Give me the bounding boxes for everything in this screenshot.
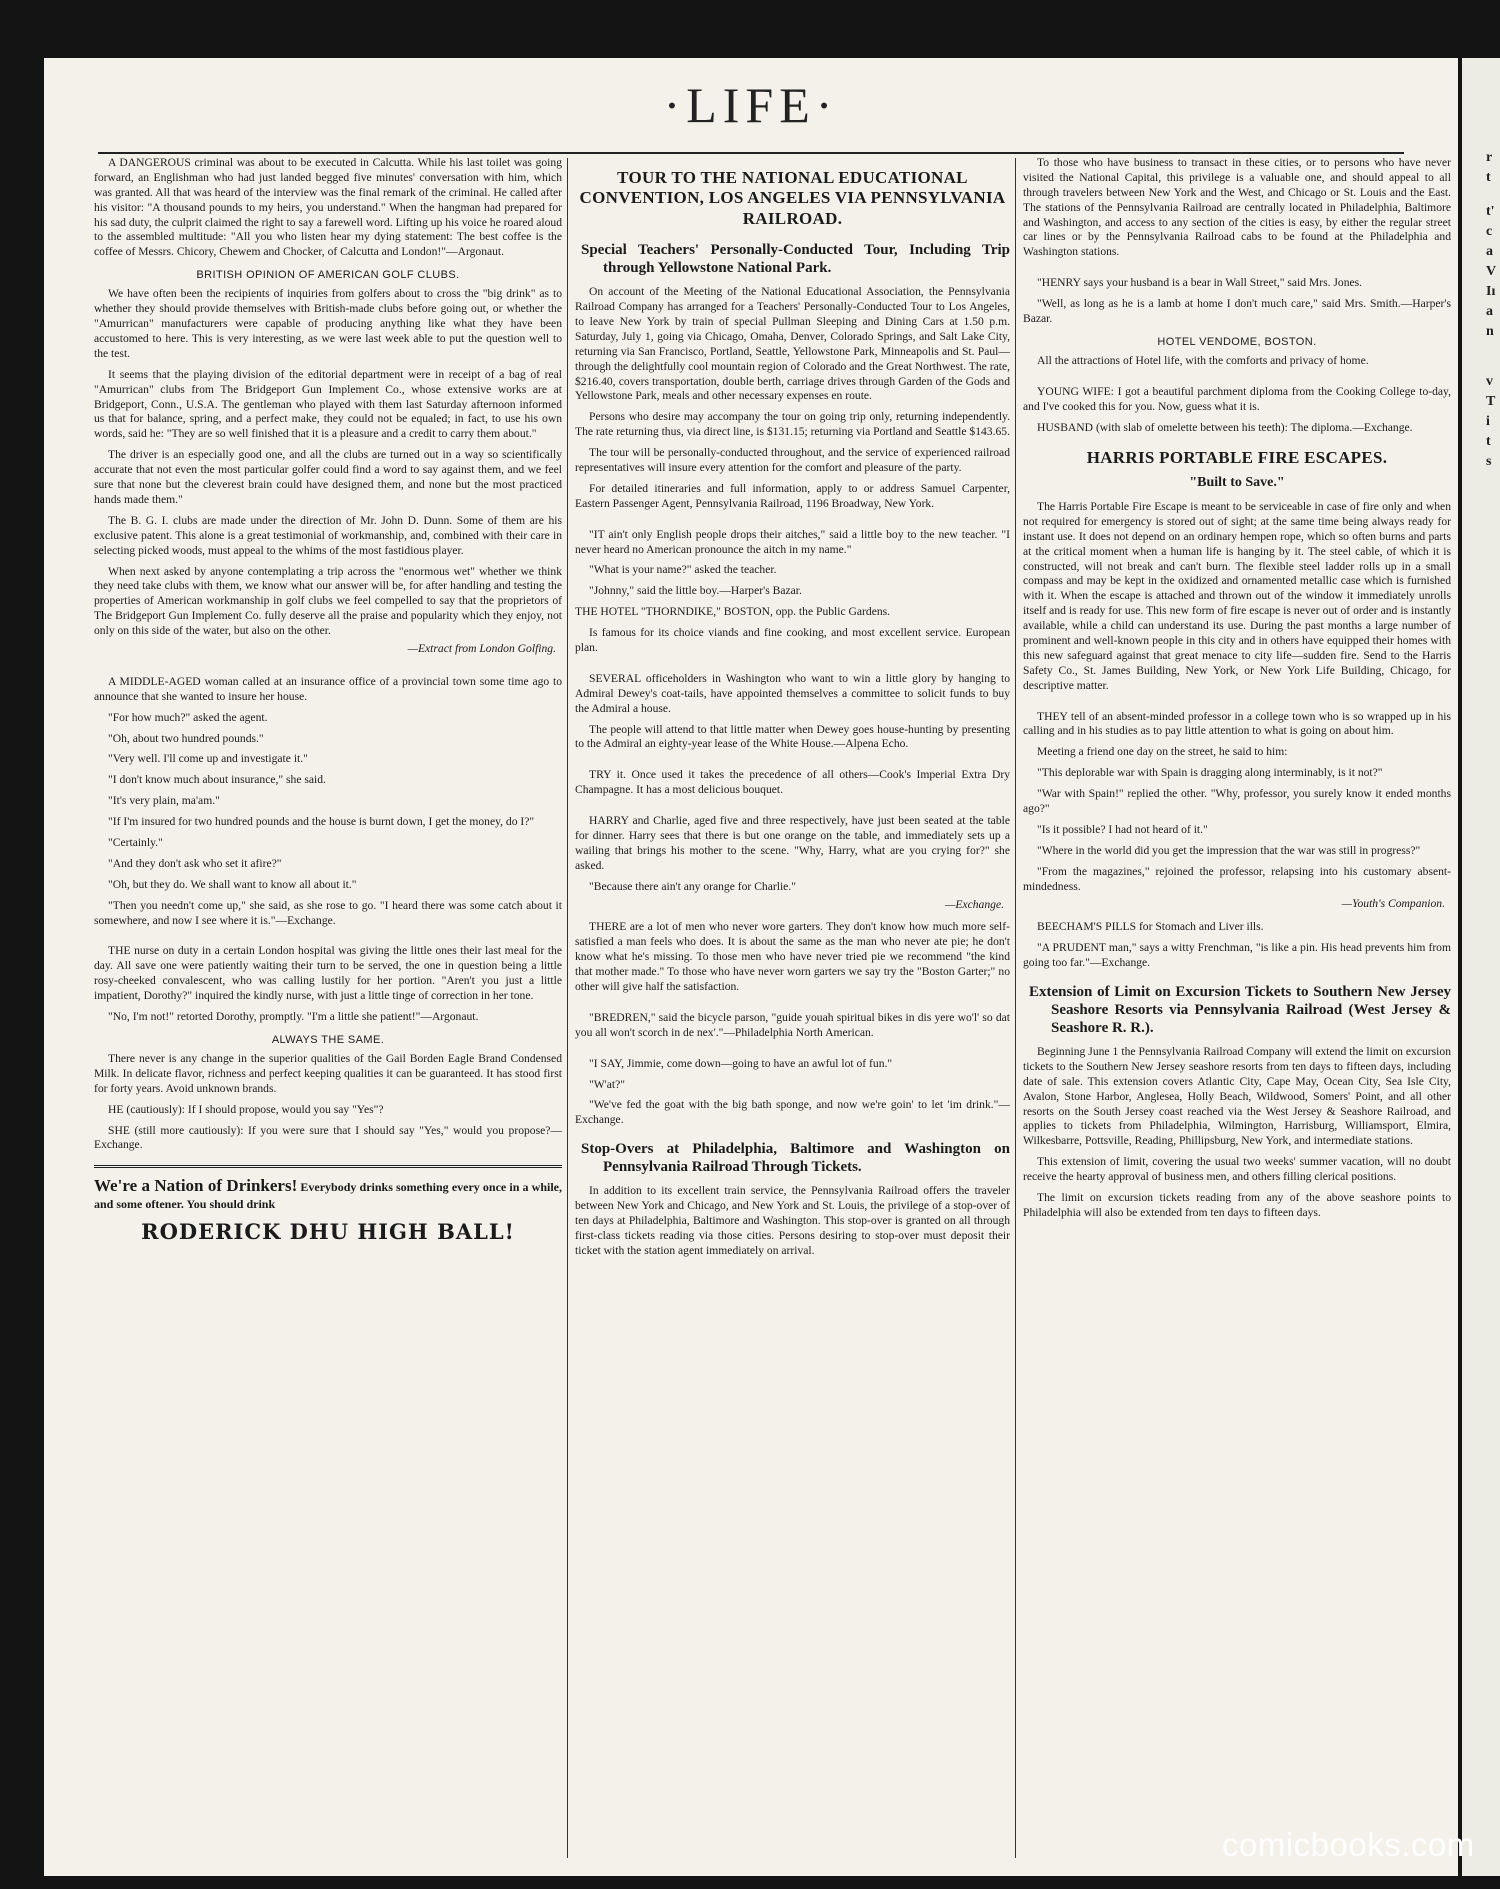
dewey-paragraph: The people will attend to that little matter when Dewey goes house-hunting by presenting to the Admiral an eighty-year lease of the White House.—Alpena Echo. [575, 722, 1010, 751]
hotel-vendome-text: All the attractions of Hotel life, with the comforts and privacy of home. [1037, 354, 1369, 368]
column-middle [575, 156, 1010, 1265]
garter-ad: THERE are a lot of men who never wore garters. They don't know how much more self-satisfied a man feels who does. It is about the same as the man who never ate pie; he don't know what he's missing. To those men who have never tried pie we recommend "the kind that mother made." To those who have never worn garters we say try the "Boston Garter;" no other will give half the satisfaction. [575, 920, 1010, 994]
insurance-dialogue: "For how much?" asked the agent. [108, 710, 268, 724]
edge-fragment: a [1486, 244, 1493, 259]
professor-joke: "Where in the world did you get the impression that the war was still in progress?" [1037, 843, 1421, 857]
business-paragraph: To those who have business to transact in these cities, or to persons who have never visited the National Capital, this privilege is a valuable one, and should appeal to all through travelers between New York and the West, and Chicago or St. Louis and the East. The stations of the Pennsylvania Railroad are centrally located in Philadelphia, Baltimore and Washington, and access to any section of the cities is easy, by either the regular street car lines or by the Pennsylvania Railroad cabs to be found at the Philadelphia and Washington stations. [1023, 156, 1451, 259]
heading-harris-fire-escapes: HARRIS PORTABLE FIRE ESCAPES. [1086, 447, 1388, 467]
ad-body-text: Everybody drinks something every once in a while, and some oftener. You should drink [94, 1180, 563, 1211]
insurance-paragraph: A MIDDLE-AGED woman called at an insurance office of a provincial town some time ago to announce that she wanted to insure her house. [94, 674, 562, 703]
golf-paragraph: We have often been the recipients of inquiries from golfers about to cross the "big drink" as to whether they should provide themselves with British-made clubs before going out, or whether the "Amurrican" manufacturers were capable of producing anything like what they have been accustomed to here. This is very interesting, as we were last week able to put the question well to the test. [94, 287, 562, 360]
magazine-page [44, 58, 1458, 1876]
jimmie-joke: "I SAY, Jimmie, come down—going to have an awful lot of fun." [589, 1056, 893, 1070]
excursion-paragraph: This extension of limit, covering the usual two weeks' summer vacation, will no doubt receive the hearty approval of business men, and others filling clerical positions. [1023, 1155, 1451, 1184]
diploma-joke: HUSBAND (with slab of omelette between his teeth): The diploma.—Exchange. [1037, 420, 1413, 434]
heading-tour: TOUR TO THE NATIONAL EDUCATIONAL CONVENTION, LOS ANGELES VIA PENNSYLVANIA RAILROAD. [579, 168, 1006, 228]
professor-joke: "From the magazines," rejoined the professor, relapsing into his customary absent-mindedness. [1023, 864, 1451, 893]
heading-stop-overs: Stop-Overs at Philadelphia, Baltimore and Washington on Pennsylvania Railroad Through Tickets. [581, 1141, 1010, 1176]
golf-paragraph: It seems that the playing division of the editorial department were in receipt of a bag of real "Amurrican" clubs from The Bridgeport Gun Implement Co., whose extensive works are at Bridgeport, Conn., U.S.A. The gentleman who played with them last Saturday afternoon informed us that for balance, spring, and a perfect make, they could not be equaled; in fact, to use his own words, said he: "They are so well finished that it is a pleasure and a credit to carry them about." [94, 367, 562, 441]
insurance-dialogue: "Then you needn't come up," she said, as she rose to go. "I heard there was some catch about it somewhere, and now I see where it is."—Exchange. [94, 898, 562, 927]
excursion-paragraph: The limit on excursion tickets reading from any of the above seashore points to Philadelphia will also be extended from ten days to fifteen days. [1023, 1191, 1451, 1219]
edge-fragment: t [1486, 434, 1491, 449]
bredren-joke: "BREDREN," said the bicycle parson, "guide youah spiritual bikes in dis yere wo'l' so dat you all won't scorch in de nex'."—Philadelphia North American. [575, 1010, 1010, 1039]
insurance-dialogue: "It's very plain, ma'am." [108, 794, 220, 808]
hotel-thorndike-text: Is famous for its choice viands and fine cooking, and most excellent service. European plan. [575, 626, 1010, 654]
insurance-dialogue: "And they don't ask who set it afire?" [108, 856, 282, 870]
edge-fragment: t [1486, 170, 1491, 185]
edge-fragment: c [1486, 224, 1493, 239]
harry-joke: HARRY and Charlie, aged five and three respectively, have just been seated at the table for dinner. Harry sees that there is but one orange on the table, and immediately sets up a wailing that brings his mother to the scene. "Why, Harry, what are you crying for?" she asked. [575, 814, 1010, 872]
golf-paragraph: The B. G. I. clubs are made under the direction of Mr. John D. Dunn. Some of them are his exclusive patent. This alone is a great testimonial of workmanship, and, combined with their care in selecting picked woods, must appeal to the whims of the most fastidious player. [94, 513, 562, 557]
insurance-dialogue: "Oh, but they do. We shall want to know all about it." [108, 877, 357, 891]
adjacent-page-edge [1462, 58, 1500, 1876]
condensed-milk-ad: There never is any change in the superior qualities of the Gail Borden Eagle Brand Condensed Milk. In delicate flavor, richness and perfect keeping qualities it can be guaranteed. It has stood first for forty years. Avoid unknown brands. [94, 1052, 562, 1095]
article-criminal: A DANGEROUS criminal was about to be executed in Calcutta. While his last toilet was going forward, an Englishman who had just landed begged five minutes' conversation with him, which was granted. All that was heard of the interview was the final remark of the criminal. He called after his visitor: "A thousand pounds to my heirs, you understand." When the hangman had prepared for his sad duty, the culprit claimed the right to say a farewell word. Lifting up his voice he roared aloud to the assembled multitude: "All you who listen hear my dying statement: The best coffee is the coffee of Messrs. Chicory, Chewem and Chocker, of Calcutta and London!"—Argonaut. [94, 156, 562, 259]
jimmie-joke: "W'at?" [589, 1077, 626, 1091]
edge-fragment: V [1486, 264, 1497, 279]
aitch-joke: "What is your name?" asked the teacher. [589, 563, 777, 577]
proposal-joke: HE (cautiously): If I should propose, would you say "Yes"? [108, 1102, 384, 1116]
professor-joke: Meeting a friend one day on the street, he said to him: [1037, 745, 1288, 759]
professor-joke: THEY tell of an absent-minded professor in a college town who is so wrapped up in his calling and in his studies as to pay little attention to what is going on about him. [1023, 709, 1451, 738]
column-left [94, 156, 562, 1246]
column-divider [567, 158, 568, 1858]
stop-over-paragraph: In addition to its excellent train service, the Pennsylvania Railroad offers the traveler between New York and Chicago, and New York and St. Louis, the privilege of a stop-over of ten days at Philadelphia, Baltimore and Washington. This stop-over is granted on all through first-class tickets reading via those cities. Persons desiring to stop-over must deposit their ticket with the station agent immediately on arrival. [575, 1184, 1010, 1257]
edge-fragment: a [1486, 304, 1493, 319]
proposal-joke: SHE (still more cautiously): If you were sure that I should say "Yes," would you propose?—Exchange. [94, 1123, 562, 1152]
heading-excursion-tickets: Extension of Limit on Excursion Tickets to Southern New Jersey Seashore Resorts via Pennsylvania Railroad (West Jersey & Seashore R. R.). [1029, 984, 1451, 1037]
harry-credit: —Exchange. [945, 897, 1004, 911]
edge-fragment: T [1486, 394, 1496, 409]
hotel-thorndike-heading: THE HOTEL "THORNDIKE," BOSTON, opp. the Public Gardens. [575, 605, 891, 619]
column-divider [1015, 158, 1016, 1858]
champagne-ad: TRY it. Once used it takes the precedence of all others—Cook's Imperial Extra Dry Champagne. It has a most delicious bouquet. [575, 768, 1010, 797]
jimmie-joke: "We've fed the goat with the big bath sponge, and now we're goin' to let 'im drink."—Exchange. [575, 1098, 1010, 1127]
heading-always-same: ALWAYS THE SAME. [271, 1033, 385, 1046]
dewey-paragraph: SEVERAL officeholders in Washington who want to win a little glory by hanging to Admiral Dewey's coat-tails, have appointed themselves a committee to solicit funds to buy the Admiral a house. [575, 671, 1010, 715]
insurance-dialogue: "Very well. I'll come up and investigate it." [108, 752, 308, 766]
nurse-paragraph: "No, I'm not!" retorted Dorothy, promptly. "I'm a little she patient!"—Argonaut. [108, 1009, 479, 1023]
tour-paragraph: Persons who desire may accompany the tour on going trip only, returning independently. The rate returning thus, via direct line, is $131.15; returning via Portland and Seattle $143.65. [575, 410, 1010, 439]
masthead-title: ·LIFE· [663, 77, 839, 133]
beecham-ad: BEECHAM'S PILLS for Stomach and Liver ills. [1037, 920, 1264, 934]
tour-paragraph: The tour will be personally-conducted throughout, and the service of experienced railroad representatives will insure every attention for the comfort and pleasure of the party. [575, 446, 1010, 474]
ad-brand-name: RODERICK DHU HIGH BALL! [141, 1219, 515, 1245]
edge-fragment: t' [1486, 204, 1495, 219]
ad-lead-text: We're a Nation of Drinkers! [94, 1176, 298, 1196]
henry-joke: "HENRY says your husband is a bear in Wall Street," said Mrs. Jones. [1037, 276, 1363, 290]
excursion-paragraph: Beginning June 1 the Pennsylvania Railroad Company will extend the limit on excursion tickets to the Southern New Jersey seashore resorts from ten days to fifteen days, including date of sale. This extension covers Atlantic City, Cape May, Ocean City, Sea Isle City, Avalon, Stone Harbor, Anglesea, Holly Beach, Wildwood, Somers' Point, and all other resorts on the South Jersey coast reached via the West Jersey & Seashore Railroad, and applies to tickets from Philadelphia, Wilmington, Harrisburg, Williamsport, Elmira, Wilkesbarre, Pottsville, Reading, Phillipsburg, New York, and intermediate stations. [1023, 1045, 1451, 1148]
diploma-joke: YOUNG WIFE: I got a beautiful parchment diploma from the Cooking College to-day, and I've cooked this for you. Now, guess what it is. [1023, 384, 1451, 413]
heading-hotel-vendome: HOTEL VENDOME, BOSTON. [1157, 335, 1317, 348]
edge-fragment: Iı [1486, 284, 1496, 299]
golf-credit: —Extract from London Golfing. [407, 641, 556, 655]
edge-fragment: s [1486, 454, 1492, 469]
professor-joke: "Is it possible? I had not heard of it." [1037, 822, 1208, 836]
harry-joke: "Because there ain't any orange for Charlie." [589, 879, 796, 893]
edge-fragment: i [1486, 414, 1490, 429]
harris-paragraph: The Harris Portable Fire Escape is meant to be serviceable in case of fire only and when not required for emergency is stored out of sight; at the same time being always ready for instant use. It does not depend on an ordinary hempen rope, which so often burns and parts at the critical moment when a human life is hanging by it. The steel cable, of which it is constructed, will not break and can't burn. The flexible steel ladder rolls up in a small compass and may be kept in the oxidized and ornamented metallic case which is furnished with it. When the escape is attached and thrown out of the window it immediately unrolls itself and is ready for use. This new form of fire escape is never out of order and is instantly available, while a child can understand its use. During the past months a large number of prominent and well-known people in this city and in others have equipped their homes with this new safeguard against that great menace to city life—sudden fire. Send to the Harris Safety Co., St. James Building, New York, or New York Life Building, Chicago, for descriptive matter. [1023, 499, 1451, 692]
nurse-paragraph: THE nurse on duty in a certain London hospital was giving the little ones their last meal for the day. All save one were patiently waiting their turn to be served, the one in question being a little rosy-cheeked convalescent, who was calling lustily for her portion. "Aren't you just a little impatient, Dorothy?" inquired the kindly nurse, with just a little tinge of correction in her tone. [94, 944, 562, 1003]
tour-paragraph: For detailed itineraries and full information, apply to or address Samuel Carpenter, Eastern Passenger Agent, Pennsylvania Railroad, 1196 Broadway, New York. [575, 481, 1010, 510]
henry-joke: "Well, as long as he is a lamb at home I don't much care," said Mrs. Smith.—Harper's Bazar. [1023, 297, 1451, 326]
insurance-dialogue: "Oh, about two hundred pounds." [108, 731, 264, 745]
tour-paragraph: On account of the Meeting of the National Educational Association, the Pennsylvania Railroad Company has arranged for a Teachers' Personally-Conducted Tour to Los Angeles, to leave New York by train of special Pullman Sleeping and Dining Cars at 1.50 p.m. Saturday, July 1, going via Chicago, Omaha, Denver, Colorado Springs, and Salt Lake City, returning via San Francisco, Portland, Seattle, Yellowstone Park, Minneapolis and St. Paul—through the delightfully cool mountain region of Colorado and the Great Northwest. The rate, $216.40, covers transportation, double berth, carriage drives through Garden of the Gods and Yellowstone Park, meals and other necessary expenses en route. [575, 285, 1010, 403]
professor-credit: —Youth's Companion. [1341, 897, 1445, 911]
aitch-joke: "IT ain't only English people drops their aitches," said a little boy to the new teacher. "I never heard no American pronounce the aitch in my name." [575, 527, 1010, 556]
professor-joke: "War with Spain!" replied the other. "Why, professor, you surely know it ended months ago?" [1023, 787, 1451, 815]
edge-fragment: n [1486, 324, 1494, 339]
insurance-dialogue: "Certainly." [108, 835, 163, 849]
heading-golf-clubs: BRITISH OPINION OF AMERICAN GOLF CLUBS. [196, 269, 460, 282]
golf-paragraph: The driver is an especially good one, and all the clubs are turned out in a way so scientifically accurate that not even the most particular golfer could find a word to say against them, and we feel sure that none but the cleverest brain could have designed them, and none but the most practiced hands made them." [94, 448, 562, 506]
aitch-joke: "Johnny," said the little boy.—Harper's Bazar. [589, 584, 802, 598]
harris-slogan: "Built to Save." [1189, 474, 1285, 490]
insurance-dialogue: "I don't know much about insurance," she said. [108, 773, 326, 787]
edge-fragment: v [1486, 374, 1493, 389]
subheading-tour: Special Teachers' Personally-Conducted Tour, Including Trip through Yellowstone National Park. [581, 242, 1010, 277]
source-watermark: comicbooks.com [1222, 1826, 1475, 1863]
edge-fragment: r [1486, 150, 1493, 165]
prudent-joke: "A PRUDENT man," says a witty Frenchman, "is like a pin. His head prevents him from going too far."—Exchange. [1023, 941, 1451, 970]
high-ball-ad [94, 1165, 562, 1246]
golf-paragraph: When next asked by anyone contemplating a trip across the "enormous wet" whether we think they need take clubs with them, we know what our answer will be, for after handling and testing the properties of American workmanship in golf clubs we feel compelled to say that the proprietors of The Bridgeport Gun Implement Co. fully deserve all the praise and popularity which they enjoy, not only on this side of the water, but also on the other. [94, 564, 562, 638]
column-right [1023, 156, 1451, 1227]
professor-joke: "This deplorable war with Spain is dragging along interminably, is it not?" [1037, 766, 1383, 780]
masthead-rule [98, 152, 1404, 154]
insurance-dialogue: "If I'm insured for two hundred pounds and the house is burnt down, I get the money, do I?" [108, 815, 535, 829]
